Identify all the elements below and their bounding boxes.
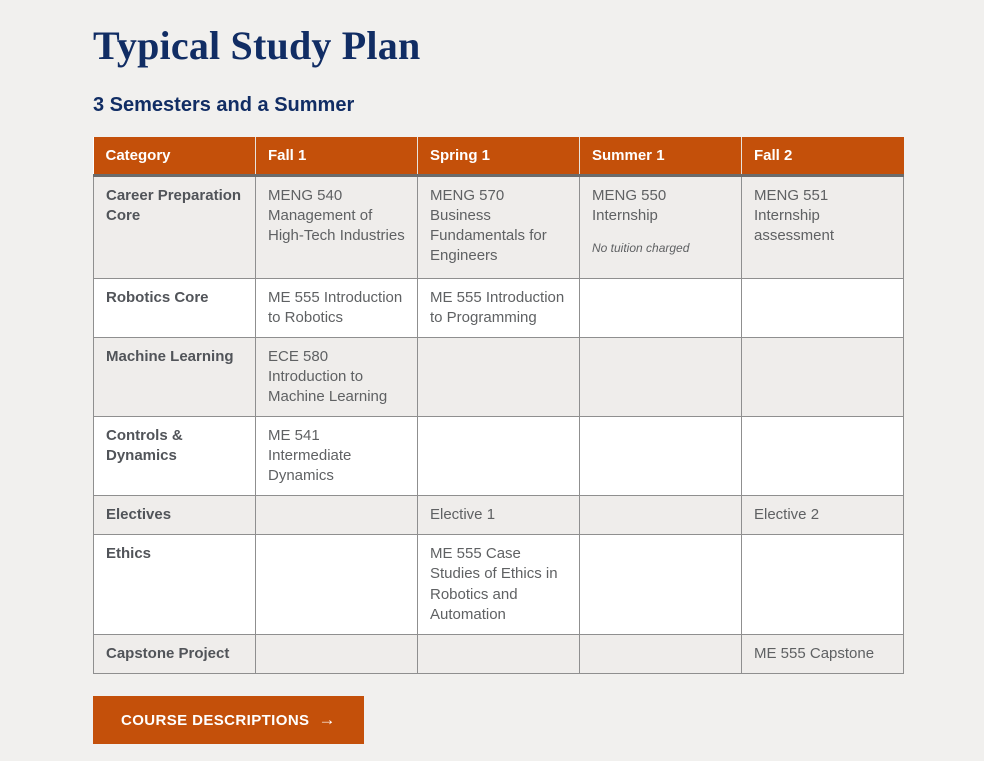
course-cell bbox=[580, 337, 742, 416]
course-cell bbox=[256, 416, 418, 495]
table-row bbox=[94, 416, 904, 495]
course-cell bbox=[256, 337, 418, 416]
course-text: Elective 2 bbox=[754, 506, 820, 524]
column-header-category: Category bbox=[94, 137, 256, 175]
course-descriptions-button[interactable] bbox=[93, 696, 364, 744]
course-text: ME 555 Introduction to Robotics bbox=[268, 288, 403, 326]
course-cell bbox=[418, 175, 580, 278]
row-category-label: Ethics bbox=[94, 535, 256, 635]
course-cell bbox=[580, 535, 742, 635]
column-header-summer1: Summer 1 bbox=[580, 137, 742, 175]
row-category-label: Electives bbox=[94, 496, 256, 535]
column-header-fall1: Fall 1 bbox=[256, 137, 418, 175]
course-cell bbox=[742, 416, 904, 495]
course-cell bbox=[418, 278, 580, 337]
course-cell bbox=[742, 635, 904, 674]
course-cell bbox=[742, 278, 904, 337]
course-cell bbox=[256, 635, 418, 674]
column-header-spring1: Spring 1 bbox=[418, 137, 580, 175]
table-row bbox=[94, 496, 904, 535]
course-text: MENG 550 Internship bbox=[592, 186, 667, 224]
table-row bbox=[94, 635, 904, 674]
table-row bbox=[94, 535, 904, 635]
table-header-row bbox=[94, 137, 904, 175]
course-text: MENG 570 Business Fundamentals for Engineers bbox=[430, 186, 547, 264]
course-note: No tuition charged bbox=[592, 240, 690, 255]
row-category-label: Capstone Project bbox=[94, 635, 256, 674]
column-header-fall2: Fall 2 bbox=[742, 137, 904, 175]
course-cell bbox=[418, 635, 580, 674]
row-category-label: Robotics Core bbox=[94, 278, 256, 337]
right-arrow-icon: → bbox=[318, 710, 336, 730]
course-text: MENG 540 Management of High-Tech Industries bbox=[268, 186, 405, 244]
table-row bbox=[94, 278, 904, 337]
course-text: ME 555 Introduction to Programming bbox=[430, 288, 565, 326]
row-category-label: Controls & Dynamics bbox=[94, 416, 256, 495]
course-cell bbox=[580, 635, 742, 674]
course-cell bbox=[418, 337, 580, 416]
course-text: MENG 551 Internship assessment bbox=[754, 186, 835, 244]
course-cell bbox=[256, 278, 418, 337]
table-row bbox=[94, 175, 904, 278]
row-category-label: Machine Learning bbox=[94, 337, 256, 416]
study-plan-table bbox=[93, 137, 904, 674]
course-cell bbox=[742, 337, 904, 416]
course-cell bbox=[742, 175, 904, 278]
course-cell bbox=[580, 416, 742, 495]
course-cell bbox=[418, 496, 580, 535]
course-text: ME 541 Intermediate Dynamics bbox=[268, 426, 352, 485]
page-title: Typical Study Plan bbox=[93, 23, 421, 68]
course-cell bbox=[256, 496, 418, 535]
course-cell bbox=[418, 535, 580, 635]
course-cell bbox=[742, 535, 904, 635]
course-cell bbox=[256, 535, 418, 635]
course-cell bbox=[580, 496, 742, 535]
course-cell bbox=[256, 175, 418, 278]
course-text: ME 555 Capstone bbox=[754, 645, 875, 663]
course-cell bbox=[418, 416, 580, 495]
course-descriptions-button-label: COURSE DESCRIPTIONS bbox=[121, 711, 310, 729]
course-text: ECE 580 Introduction to Machine Learning bbox=[268, 347, 388, 405]
course-cell bbox=[580, 278, 742, 337]
course-cell bbox=[580, 175, 742, 278]
course-text: Elective 1 bbox=[430, 506, 496, 524]
page-subtitle: 3 Semesters and a Summer bbox=[93, 94, 355, 116]
course-cell bbox=[742, 496, 904, 535]
course-text: ME 555 Case Studies of Ethics in Robotics and Automation bbox=[430, 545, 558, 623]
row-category-label: Career Preparation Core bbox=[94, 175, 256, 278]
table-row bbox=[94, 337, 904, 416]
